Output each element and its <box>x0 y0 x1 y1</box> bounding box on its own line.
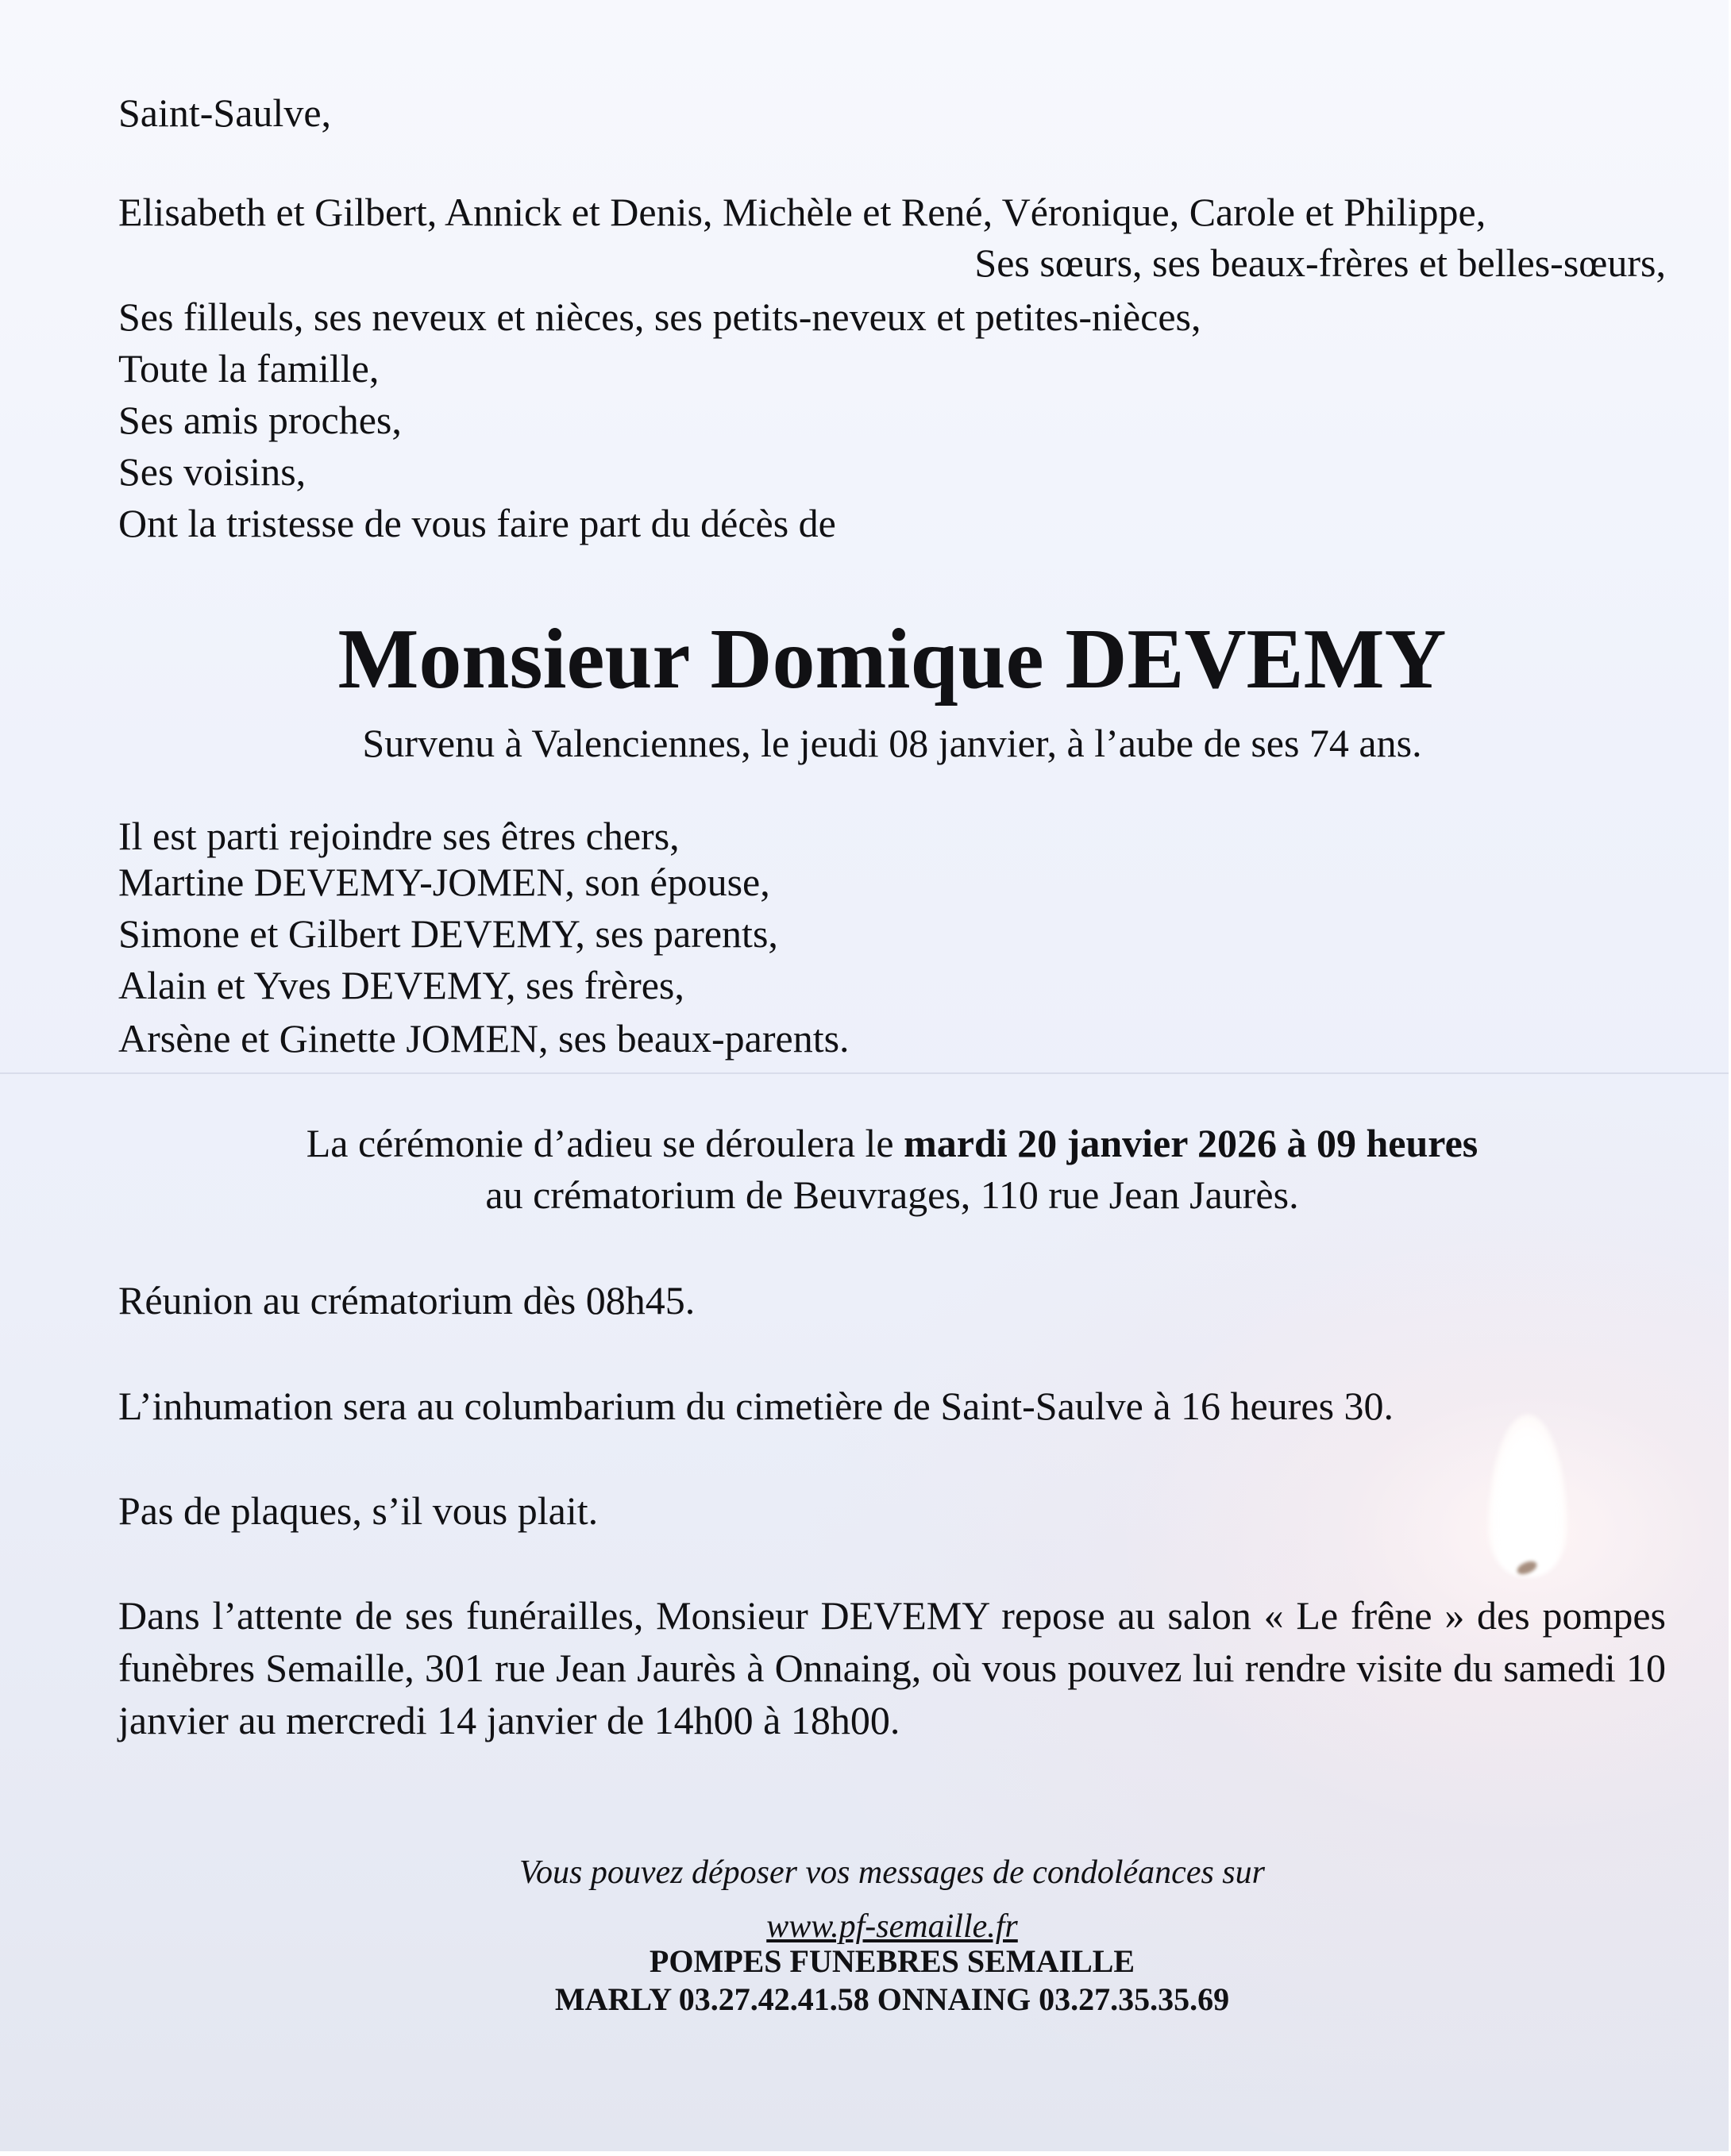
death-notice: Survenu à Valenciennes, le jeudi 08 janvier, à l’aube de ses 74 ans. <box>362 721 1422 765</box>
burial-line: L’inhumation sera au columbarium du cimetière de Saint-Saulve à 16 heures 30. <box>118 1384 1394 1428</box>
rejoined-line: Il est parti rejoindre ses êtres chers, <box>118 814 680 858</box>
rejoined-line: Simone et Gilbert DEVEMY, ses parents, <box>118 911 778 956</box>
place-line: Saint-Saulve, <box>118 90 332 135</box>
company-phones: MARLY 03.27.42.41.58 ONNAING 03.27.35.35.69 <box>554 1981 1230 2017</box>
ceremony-date-time: mardi 20 janvier 2026 à 09 heures <box>904 1121 1478 1165</box>
rejoined-line: Alain et Yves DEVEMY, ses frères, <box>118 963 684 1007</box>
family-line: Ses amis proches, <box>118 398 402 442</box>
candle-flame-icon <box>1488 1415 1567 1577</box>
ceremony-location: au crématorium de Beuvrages, 110 rue Jean Jaurès. <box>485 1172 1299 1217</box>
gathering-line: Réunion au crématorium dès 08h45. <box>118 1278 696 1322</box>
company-name: POMPES FUNEBRES SEMAILLE <box>649 1943 1135 1979</box>
no-plaques-line: Pas de plaques, s’il vous plait. <box>118 1488 599 1533</box>
deceased-name-heading: Monsieur Domique DEVEMY <box>337 612 1447 706</box>
family-line: Ses voisins, <box>118 449 306 494</box>
family-line-relation: Ses sœurs, ses beaux-frères et belles-sœurs, <box>974 241 1666 285</box>
visitation-paragraph: Dans l’attente de ses funérailles, Monsieur DEVEMY repose au salon « Le frêne » des pompes funèbres Semaille, 301 rue Jean Jaurès à Onnaing, où vous pouvez lui rendre visite du samedi 10 janvier au mercredi 14 janvier de 14h00 à 18h00. <box>118 1593 1666 1742</box>
announcement-line: Ont la tristesse de vous faire part du décès de <box>118 501 836 545</box>
ceremony-prefix: La cérémonie d’adieu se déroulera le <box>306 1121 904 1165</box>
rejoined-line: Martine DEVEMY-JOMEN, son épouse, <box>118 860 770 904</box>
ceremony-line <box>118 1123 1666 1163</box>
website-link[interactable]: www.pf-semaille.fr <box>766 1908 1018 1945</box>
rejoined-line: Arsène et Ginette JOMEN, ses beaux-parents. <box>118 1016 850 1061</box>
family-line: Toute la famille, <box>118 346 380 391</box>
paper-fold-line <box>0 1072 1729 1074</box>
website-line <box>118 1904 1666 1943</box>
condolences-text: Vous pouvez déposer vos messages de condoléances sur <box>519 1854 1265 1891</box>
family-line: Ses filleuls, ses neveux et nièces, ses petits-neveux et petites-nièces, <box>118 295 1201 339</box>
family-line: Elisabeth et Gilbert, Annick et Denis, Michèle et René, Véronique, Carole et Philippe, <box>118 190 1486 234</box>
